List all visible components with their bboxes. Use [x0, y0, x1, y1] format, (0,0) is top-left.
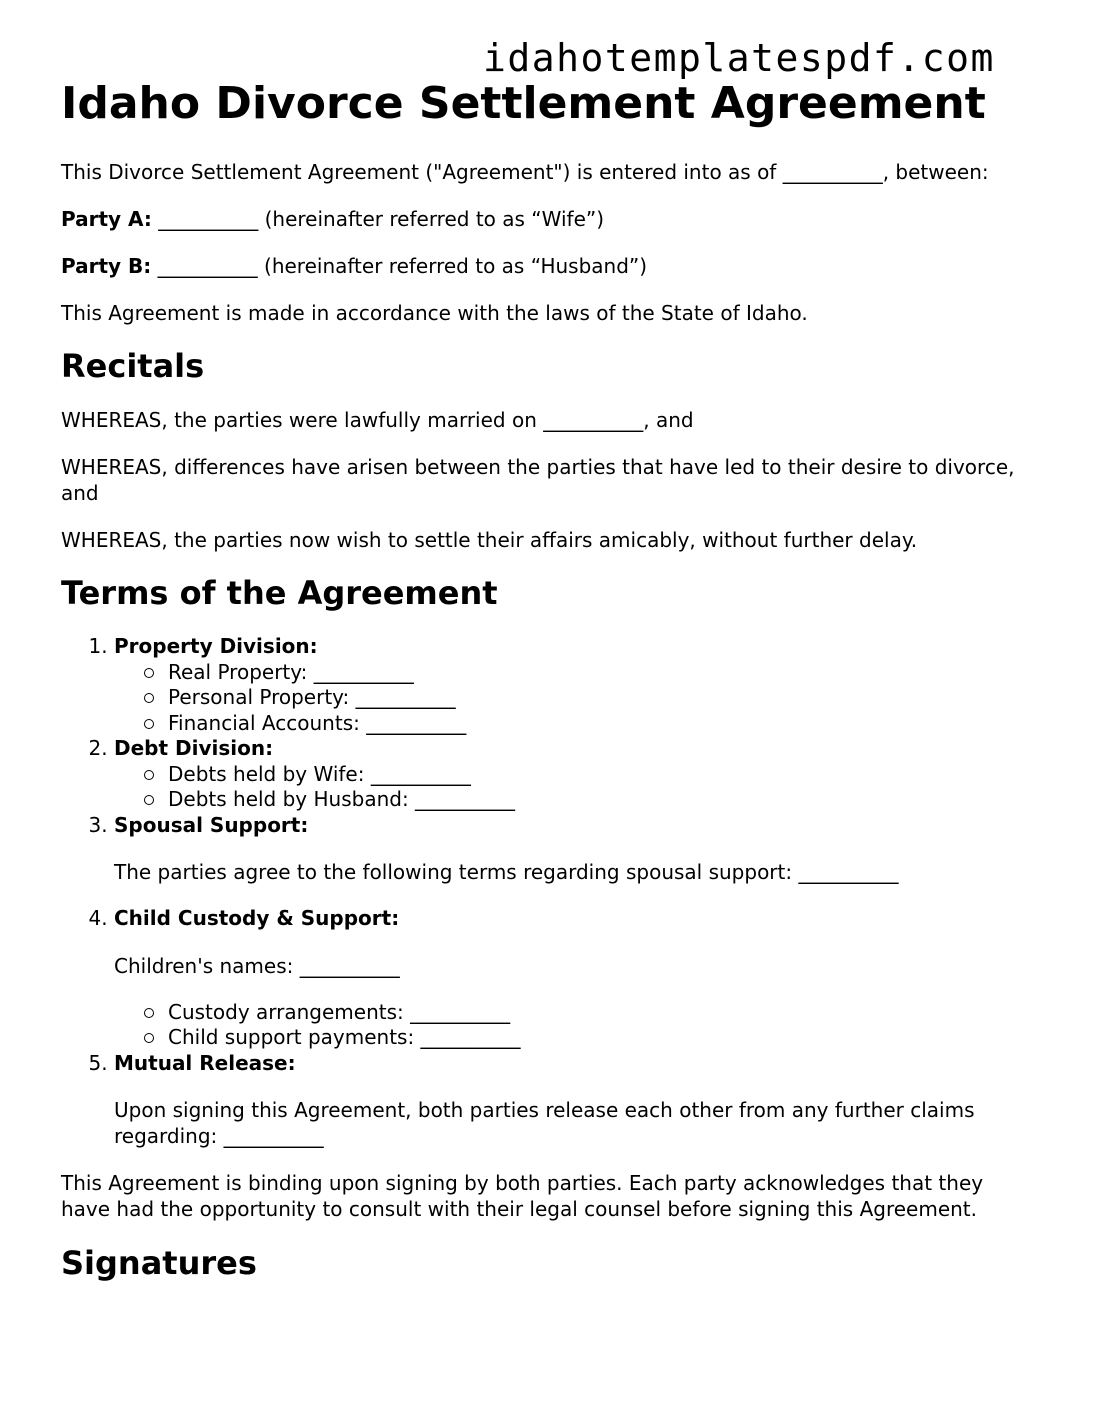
list-item: Financial Accounts: __________ [168, 711, 1041, 737]
list-item: Real Property: __________ [168, 660, 1041, 686]
term-property-division [114, 634, 1041, 736]
mutual-release-text: Upon signing this Agreement, both parties release each other from any further claims regarding: __________ [114, 1098, 975, 1148]
list-item: Personal Property: __________ [168, 685, 1041, 711]
spousal-support-text: The parties agree to the following terms regarding spousal support: __________ [114, 860, 899, 884]
party-b-text: __________ (hereinafter referred to as “Husband”) [151, 254, 648, 278]
recital-item: WHEREAS, the parties now wish to settle their affairs amicably, without further delay. [61, 528, 918, 552]
term-spousal-support [114, 813, 1041, 886]
party-a-text: __________ (hereinafter referred to as “Wife”) [151, 207, 605, 231]
recital-item: WHEREAS, differences have arisen between the parties that have led to their desire to divorce, and [61, 455, 1015, 505]
term-label: Spousal Support: [114, 812, 309, 837]
terms-list [61, 634, 1041, 1149]
recitals-heading: Recitals [61, 347, 205, 385]
terms-heading: Terms of the Agreement [61, 574, 498, 612]
site-watermark: idahotemplatespdf.com [483, 36, 995, 80]
governing-law-paragraph: This Agreement is made in accordance with the laws of the State of Idaho. [61, 301, 808, 325]
page-title: Idaho Divorce Settlement Agreement [61, 78, 986, 129]
children-names-text: Children's names: __________ [114, 953, 400, 978]
list-item: Custody arrangements: __________ [168, 1000, 1041, 1026]
binding-paragraph: This Agreement is binding upon signing by both parties. Each party acknowledges that they have had the opportunity to consult with their legal counsel before signing this Agreement. [61, 1171, 984, 1221]
term-debt-division [114, 736, 1041, 813]
recital-item: WHEREAS, the parties were lawfully married on __________, and [61, 408, 694, 432]
debt-sublist [114, 762, 1041, 813]
property-sublist [114, 660, 1041, 737]
term-label: Mutual Release: [114, 1050, 296, 1075]
signatures-heading: Signatures [61, 1244, 257, 1282]
list-item: Debts held by Wife: __________ [168, 762, 1041, 788]
intro-paragraph: This Divorce Settlement Agreement ("Agreement") is entered into as of __________, between: [61, 160, 989, 184]
term-mutual-release [114, 1051, 1041, 1150]
term-label: Property Division: [114, 634, 318, 658]
term-label: Debt Division: [114, 736, 274, 760]
list-item: Debts held by Husband: __________ [168, 787, 1041, 813]
party-b-label: Party B: [61, 254, 152, 278]
list-item: Child support payments: __________ [168, 1025, 1041, 1051]
document-body [61, 78, 1041, 1282]
custody-sublist [114, 1000, 1041, 1051]
party-a-line [61, 206, 1041, 232]
term-label: Child Custody & Support: [114, 906, 400, 930]
party-a-label: Party A: [61, 207, 152, 231]
term-child-custody [114, 906, 1041, 1051]
party-b-line [61, 253, 1041, 279]
